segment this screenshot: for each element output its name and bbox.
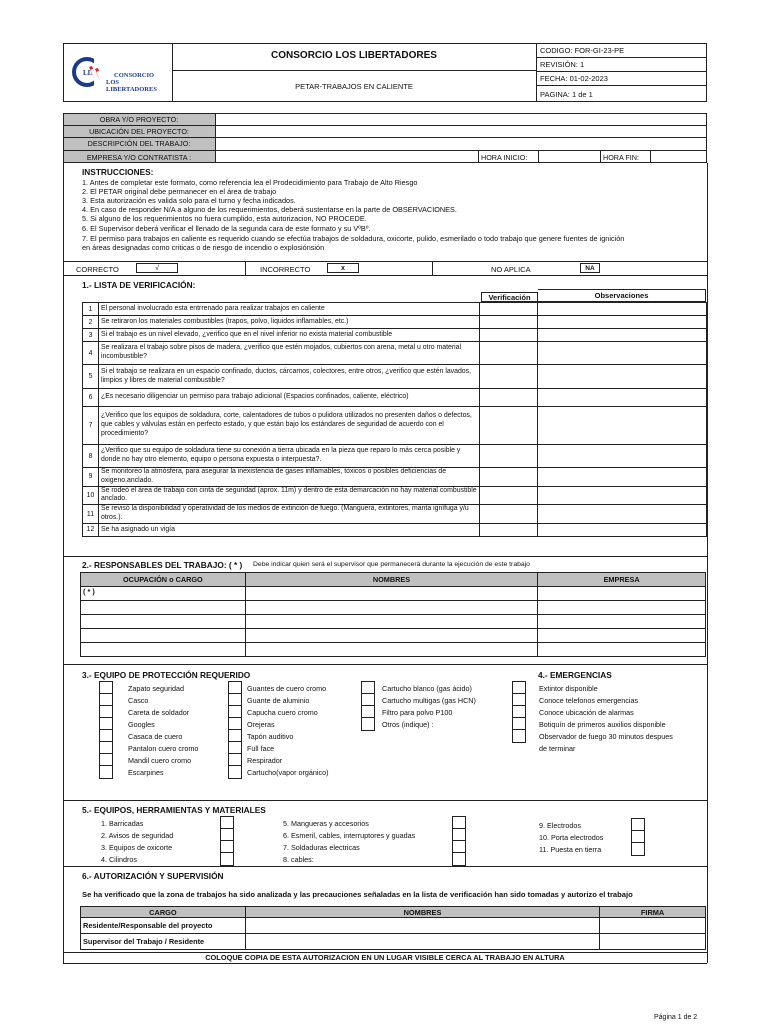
empresa-field[interactable] [538,643,706,657]
option-label: 7. Soldaduras electricas [283,843,360,852]
option-label: 2. Avisos de seguridad [101,831,174,840]
logo-text-line2: LOS LIBERTADORES [106,79,157,93]
ocupacion-field[interactable] [81,601,246,615]
autorizacion-title: 6.- AUTORIZACIÓN Y SUPERVISIÓN [82,871,224,881]
ubicacion-field[interactable] [216,126,706,137]
option-label: Mandil cuero cromo [128,756,192,765]
pagina: PAGINA: 1 de 1 [540,89,593,99]
option-label: Capucha cuero cromo [247,708,318,717]
company-title: CONSORCIO LOS LIBERTADORES [271,50,437,61]
checklist-row [83,303,707,316]
auth-row-cargo: Supervisor del Trabajo / Residente [81,934,246,950]
observaciones-cell[interactable] [538,389,707,407]
row-number: 9 [83,468,99,487]
legend-no-aplica: NO APLICA [491,265,531,274]
auth-row-cargo: Residente/Responsable del proyecto [81,918,246,934]
empresa-field[interactable] [216,151,478,162]
responsable-row [81,615,706,629]
responsable-row [81,629,706,643]
hora-inicio-label: HORA INICIO: [481,153,528,162]
page-number: Página 1 de 2 [654,1014,698,1021]
option-label: Conoce ubicación de alarmas [539,708,634,717]
row-requirement: ¿Es necesario diligenciar un permiso para trabajo adicional (Espacios confinados, caliente, eléctrico) [98,389,479,407]
instructions-title: INSTRUCCIONES: [82,167,154,177]
row-requirement: Si el trabajo es un nivel elevado, ¿verifico que en el nivel inferior no exista material combustible [98,329,479,342]
ubicacion-label: UBICACIÓN DEL PROYECTO: [89,127,189,136]
option-label: Escarpines [128,768,164,777]
observaciones-cell[interactable] [538,486,707,505]
equipo-checkbox[interactable] [220,852,234,866]
row-number: 4 [83,342,99,365]
verificacion-cell[interactable] [480,329,538,342]
revision: REVISIÓN: 1 [537,58,707,72]
equipos-title: 5.- EQUIPOS, HERRAMIENTAS Y MATERIALES [82,805,266,815]
row-number: 10 [83,486,99,505]
col-cargo: CARGO [81,907,246,918]
verificacion-cell[interactable] [480,303,538,316]
row-requirement: ¿Verifico que los equipos de soldadura, corte, calentadores de tubos o pulidora utilizados no presenten daños o defectos, que cables y válvulas están en perfecto estado, y que están bajo los estándares de seguridad de acuerdo con el procedimiento? [98,407,479,445]
svg-text:LL: LL [83,69,93,77]
autorizacion-statement: Se ha verificado que la zona de trabajos ha sido analizada y las precauciones señaladas en la lista de verificación han sido tomadas y autorizo el trabajo [82,890,633,899]
checklist-row [83,316,707,329]
observaciones-cell[interactable] [538,445,707,468]
instruction-item: 5. Si alguno de los requerimientos no fuera cumplido, esta autorizacion, NO PROCEDE. [82,214,367,224]
nombres-field[interactable] [245,643,537,657]
option-label: 4. Cilindros [101,855,137,864]
option-label: Pantalon cuero cromo [128,744,199,753]
row-requirement: Se revisó la disponibilidad y operatividad de los medios de extinción de fuego. (Manguera, extintores, manta ignífuga y/u otros.). [98,505,479,524]
checklist-row [83,365,707,389]
option-label: Zapato seguridad [128,684,184,693]
hora-fin-field[interactable] [651,151,706,162]
option-label: 9. Electrodos [539,821,581,830]
empresa-field[interactable] [538,629,706,643]
observaciones-cell[interactable] [538,365,707,389]
ocupacion-field[interactable] [81,615,246,629]
row-number: 3 [83,329,99,342]
emergencias-title: 4.- EMERGENCIAS [538,670,612,680]
option-label: Cartucho(vapor orgánico) [247,768,329,777]
verificacion-cell[interactable] [480,468,538,487]
option-label: 5. Mangueras y accesorios [283,819,369,828]
col-ocupacion: OCUPACIÓN o CARGO [81,573,246,587]
observaciones-cell[interactable] [538,523,707,536]
option-label: Casaca de cuero [128,732,183,741]
instruction-item: 7. El permiso para trabajos en caliente es requerido cuando se efectúa trabajos de soldadura, oxicorte, pulido, esmerilado o todo trabajo que genere fuentes de ignición [82,233,625,243]
instructions-list [82,178,704,252]
option-label: Guante de aluminio [247,696,310,705]
hora-inicio-field[interactable] [539,151,599,162]
option-label: 11. Puesta en tierra [539,845,602,854]
verificacion-cell[interactable] [480,445,538,468]
obra-field[interactable] [216,114,706,125]
checklist-row [83,505,707,524]
equipo-checkbox[interactable] [631,842,645,856]
row-number: 11 [83,505,99,524]
option-label: Tapón auditivo [247,732,294,741]
option-label: Cartucho blanco (gas ácido) [382,684,472,693]
row-requirement: El personal involucrado esta entrrenado para realizar trabajos en caliente [98,303,479,316]
checklist-row [83,389,707,407]
row-number: 7 [83,407,99,445]
form-title: PETAR-TRABAJOS EN CALIENTE [295,82,413,91]
checklist-row [83,342,707,365]
verificacion-cell[interactable] [480,486,538,505]
option-label: de terminar [539,744,576,753]
verificacion-cell[interactable] [480,505,538,524]
checklist-title: 1.- LISTA DE VERIFICACIÓN: [82,280,196,290]
option-label: Filtro para polvo P100 [382,708,453,717]
codigo: CODIGO: FOR-GI-23-PE [537,43,707,58]
responsable-row [81,643,706,657]
descripcion-field[interactable] [216,138,706,150]
option-label: 3. Equipos de oxicorte [101,843,173,852]
epp-title: 3.- EQUIPO DE PROTECCIÓN REQUERIDO [82,670,251,680]
verificacion-cell[interactable] [480,316,538,329]
option-label: 6. Esmeril, cables, interruptores y guadas [283,831,416,840]
instruction-item: 3. Esta autorización es valida solo para el turno y fecha indicados. [82,196,296,206]
option-label: Careta de soldador [128,708,190,717]
equipo-checkbox[interactable] [452,852,466,866]
legend-correcto-box: √ [136,263,178,273]
autorizacion-table [80,906,706,950]
col-observaciones-header: Observaciones [538,289,706,302]
option-label: Full face [247,744,275,753]
row-number: 8 [83,445,99,468]
legend-incorrecto: INCORRECTO [260,265,311,274]
row-requirement: Se monitoreo la atmósfera, para asegurar la inexistencia de gases inflamables, tóxicos o posibles deficiencias de oxigeno.anclado. [98,468,479,487]
legend-correcto: CORRECTO [76,265,119,274]
auth-nombre-field[interactable] [245,918,599,934]
option-label: Googles [128,720,155,729]
verificacion-cell[interactable] [480,389,538,407]
instruction-item: en áreas designadas como criticas o de riesgo de incendio o explosiónsión [82,242,325,252]
epp-checkbox[interactable] [99,765,113,779]
footer-note: COLOQUE COPIA DE ESTA AUTORIZACION EN UN LUGAR VISIBLE CERCA AL TRABAJO EN ALTURA [205,953,565,962]
option-label: Observador de fuego 30 minutos despues [539,732,673,741]
row-number: 6 [83,389,99,407]
emergencia-checkbox[interactable] [512,729,526,743]
checklist-row [83,445,707,468]
verificacion-cell[interactable] [480,342,538,365]
fecha: FECHA: 01-02-2023 [537,72,707,86]
option-label: 8. cables: [283,855,314,864]
observaciones-cell[interactable] [538,329,707,342]
row-number: 1 [83,303,99,316]
row-number: 12 [83,523,99,536]
observaciones-cell[interactable] [538,468,707,487]
hora-fin-label: HORA FIN: [603,153,639,162]
instruction-item: 6. El Supervisor deberá verificar el llenado de la segunda cara de este formato y su VºBº. [82,223,371,233]
verificacion-cell[interactable] [480,365,538,389]
checklist-row [83,329,707,342]
row-requirement: Se rodeó el área de trabajo con cinta de seguridad (aprox. 11m) y dentro de esta demarcación no hay material combustible anclado. [98,486,479,505]
checklist-table [82,302,707,537]
obra-label: OBRA Y/O PROYECTO: [99,115,179,124]
empresa-label: EMPRESA Y/O CONTRATISTA : [86,153,192,162]
observaciones-cell[interactable] [538,316,707,329]
nombres-field[interactable] [245,601,537,615]
option-label: Orejeras [247,720,275,729]
row-requirement: Se ha asignado un vigía [98,523,479,536]
legend-incorrecto-box: x [327,263,359,273]
instruction-item: 2. El PETAR original debe permanecer en el área de trabajo [82,187,277,197]
logo-text-line1: CONSORCIO [114,72,155,79]
verificacion-cell[interactable] [480,523,538,536]
observaciones-cell[interactable] [538,505,707,524]
nombres-field[interactable] [245,615,537,629]
row-requirement: ¿Verifico que su equipo de soldadura tiene su conexión a tierra ubicada en la pieza que reparo lo más cerca posible y donde no hay otro elemento, equipo o persona expuesta o interpuesta?. [98,445,479,468]
option-label: Cartucho multigas (gas HCN) [382,696,476,705]
auth-firma-field[interactable] [600,918,706,934]
col-nombres-auth: NOMBRES [245,907,599,918]
option-label: Respirador [247,756,283,765]
row-requirement: Se realizara el trabajo sobre pisos de madera, ¿verifico que estén mojados, cubiertos con arena, metal u otro material incombustible? [98,342,479,365]
checklist-row [83,486,707,505]
col-verificacion-header: Verificación [481,292,538,302]
row-number: 5 [83,365,99,389]
option-label: Botiquín de primeros auxilios disponible [539,720,666,729]
responsables-table [80,572,706,657]
auth-nombre-field[interactable] [245,934,599,950]
observaciones-cell[interactable] [538,342,707,365]
epp-checkbox[interactable] [228,765,242,779]
responsables-title: 2.- RESPONSABLES DEL TRABAJO: ( * ) [82,560,243,570]
option-label: Extintor disponible [539,684,598,693]
option-label: Otros (indique) : [382,720,434,729]
row-number: 2 [83,316,99,329]
option-label: Guantes de cuero cromo [247,684,327,693]
ocupacion-field[interactable] [81,643,246,657]
checklist-row [83,468,707,487]
option-label: Conoce telefonos emergencias [539,696,639,705]
empresa-field[interactable] [538,601,706,615]
ocupacion-field[interactable] [81,629,246,643]
empresa-field[interactable] [538,615,706,629]
verificacion-cell[interactable] [480,407,538,445]
nombres-field[interactable] [245,629,537,643]
col-nombres: NOMBRES [245,573,537,587]
auth-firma-field[interactable] [600,934,706,950]
company-logo [70,50,170,96]
row-requirement: Si el trabajo se realizara en un espacio confinado, ductos, cárcamos, colectores, entre otros, ¿verifico que estén lavados, limpios y libres de material combustible? [98,365,479,389]
checklist-row [83,523,707,536]
col-empresa: EMPRESA [538,573,706,587]
descripcion-label: DESCRIPCIÓN DEL TRABAJO: [87,139,191,148]
responsable-row [81,587,706,601]
empresa-field[interactable] [538,587,706,601]
ocupacion-field[interactable]: ( * ) [81,587,246,601]
legend-no-aplica-box: NA [580,263,600,273]
instruction-item: 4. En caso de responder N/A a alguno de los requerimientos, deberá sustentarse en la parte de OBSERVACIONES. [82,205,457,215]
observaciones-cell[interactable] [538,303,707,316]
col-firma: FIRMA [600,907,706,918]
checklist-row [83,407,707,445]
row-requirement: Se retiraron los materiales combustibles (trapos, polvo, liquidos inflamables, etc.) [98,316,479,329]
epp-checkbox[interactable] [361,717,375,731]
nombres-field[interactable] [245,587,537,601]
option-label: 1. Barricadas [101,819,144,828]
responsable-row [81,601,706,615]
observaciones-cell[interactable] [538,407,707,445]
option-label: 10. Porta electrodos [539,833,604,842]
option-label: Casco [128,696,149,705]
responsables-note: Debe indicar quien será el supervisor que permanecerá durante la ejecución de este trabajo [253,561,530,568]
instruction-item: 1. Antes de completar este formato, como referencia lea el Prodecidimiento para Trabajo de Alto Riesgo [82,178,418,187]
